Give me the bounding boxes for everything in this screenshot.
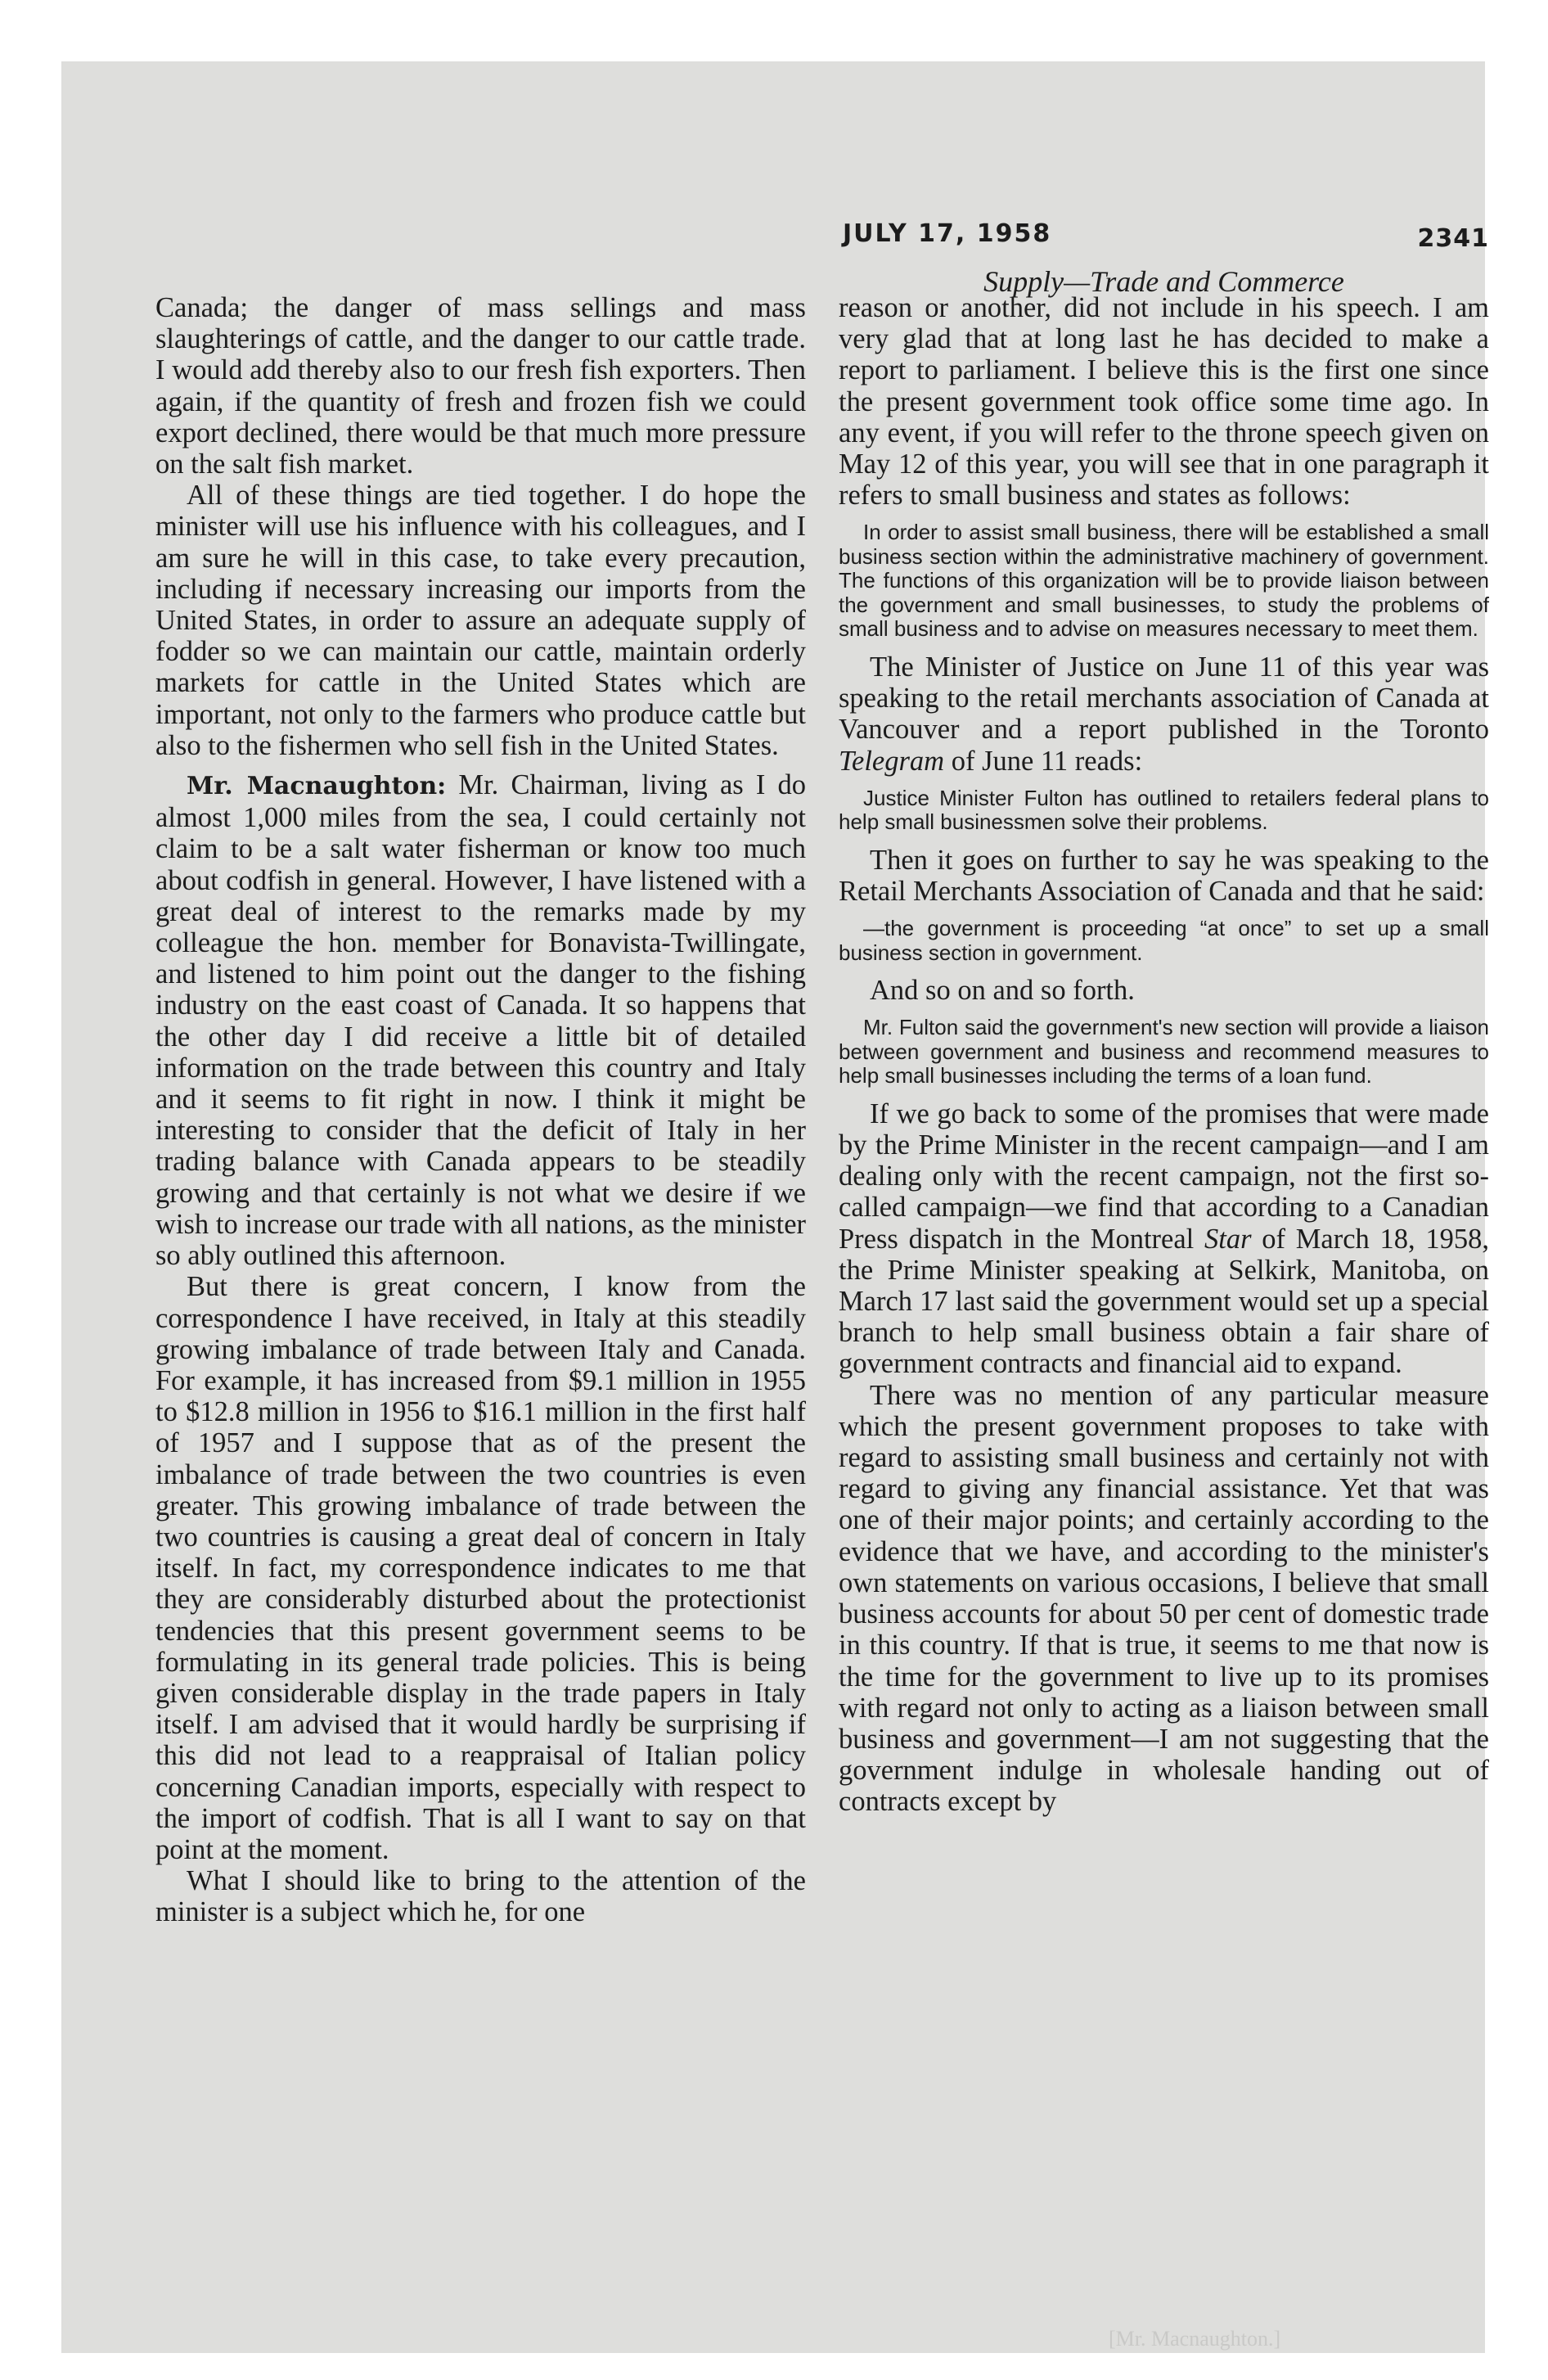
text-run: The Minister of Justice on June 11 of this year was speaking to the retail merchants association of Canada at Vancouver and a report published in the Toronto (839, 651, 1489, 746)
block-quote: Mr. Fulton said the government's new section will provide a liaison between government and business and recommend measures to help small businesses including the terms of a loan fund. (839, 1015, 1489, 1089)
section-subtitle: Supply—Trade and Commerce (983, 265, 1344, 298)
right-column (839, 292, 1489, 1818)
page-number: 2341 (1417, 224, 1489, 253)
text-run: of March 18, 1958, the Prime Minister speaking at Selkirk, Manitoba, on March 17 last said the government would set up a special branch to help small business obtain a fair share of government contracts and financial aid to expand. (839, 1223, 1490, 1380)
paragraph: All of these things are tied together. I do hope the minister will use his influence with his colleagues, and I am sure he will in this case, to take every precaution, including if necessary increasing our imports from the United States, in order to assure an adequate supply of fodder so we can maintain our cattle, maintain orderly markets for cattle in the United States which are important, not only to the farmers who produce cattle but also to the fishermen who sell fish in the United States. (155, 480, 806, 761)
speaker-name: Mr. Macnaughton: (187, 772, 447, 801)
paragraph: reason or another, did not include in his speech. I am very glad that at long last he has decided to make a report to parliament. I believe this is the first one since the present government took office some time ago. In any event, if you will refer to the throne speech given on May 12 of this year, you will see that in one paragraph it refers to small business and states as follows: (839, 292, 1489, 512)
paragraph: Then it goes on further to say he was speaking to the Retail Merchants Association of Canada and that he said: (839, 844, 1489, 907)
bleed-through-text: [Mr. Macnaughton.] (1109, 2327, 1281, 2351)
left-column (155, 292, 806, 1928)
header-date: JULY 17, 1958 (843, 219, 1052, 248)
scanned-page (61, 61, 1490, 2353)
paragraph: But there is great concern, I know from the correspondence I have received, in Italy at this steadily growing imbalance of trade between Italy and Canada. For example, it has increased from $9.1 million in 1955 to $12.8 million in 1956 to $16.1 million in the first half of 1957 and I suppose that as of the present the imbalance of trade between the two countries is even greater. This growing imbalance of trade between the two countries is causing a great deal of concern in Italy itself. In fact, my correspondence indicates to me that they are considerably disturbed about the protectionist tendencies that this present government seems to be formulating in its general trade policies. This is being given considerable display in the trade papers in Italy itself. I am advised that it would hardly be surprising if this did not lead to a reappraisal of Italian policy concerning Canadian imports, especially with respect to the import of codfish. That is all I want to say on that point at the moment. (155, 1271, 806, 1865)
block-quote: —the government is proceeding “at once” to set up a small business section in government. (839, 916, 1489, 965)
paragraph: There was no mention of any particular measure which the present government proposes to take with regard to assisting small business and certainly not with regard to giving any financial assistance. Yet that was one of their major points; and certainly according to the evidence that we have, and according to the minister's own statements on various occasions, I believe that small business accounts for about 50 per cent of domestic trade in this country. If that is true, it seems to me that now is the time for the government to live up to its promises with regard not only to acting as a liaison between small business and government—I am not suggesting that the government indulge in wholesale handing out of contracts except by (839, 1379, 1489, 1818)
running-header (155, 219, 1489, 260)
text-run: of June 11 reads: (951, 745, 1143, 777)
block-quote: Justice Minister Fulton has outlined to retailers federal plans to help small businessmen solve their problems. (839, 785, 1489, 835)
text-run: If we go back to some of the promises that were made by the Prime Minister in the recent campaign—and I am dealing only with the recent campaign, not the first so-called campaign—we find that according to a Canadian Press dispatch in the Montreal (839, 1098, 1489, 1255)
speech-paragraph (155, 769, 806, 1271)
newspaper-title: Telegram (839, 745, 945, 777)
speech-text: Mr. Chairman, living as I do almost 1,000 miles from the sea, I could certainly not claim to be a salt water fisherman or know too much about codfish in general. However, I have listened with a great deal of interest to the remarks made by my colleague the hon. member for Bonavista-Twillingate, and listened to him point out the danger to the fishing industry on the east coast of Canada. It so happens that the other day I did receive a little bit of detailed information on the trade between this country and Italy and it seems to fit right in now. I think it might be interesting to consider that the deficit of Italy in her trading balance with Canada appears to be steadily growing and that certainly is not what we desire if we wish to increase our trade with all nations, as the minister so ably outlined this afternoon. (155, 769, 807, 1272)
block-quote: In order to assist small business, there will be established a small business section within the administrative machinery of government. The functions of this organization will be to provide liaison between the government and small businesses, to study the problems of small business and to advise on measures necessary to meet them. (839, 520, 1489, 642)
paragraph: Canada; the danger of mass sellings and mass slaughterings of cattle, and the danger to our cattle trade. I would add thereby also to our fresh fish exporters. Then again, if the quantity of fresh and frozen fish we could export declined, there would be that much more pressure on the salt fish market. (155, 292, 806, 480)
paragraph: What I should like to bring to the attention of the minister is a subject which he, for one (155, 1865, 806, 1928)
paragraph: And so on and so forth. (870, 975, 1135, 1007)
newspaper-title: Star (1204, 1223, 1252, 1255)
paragraph (839, 651, 1489, 777)
paragraph (839, 1098, 1489, 1380)
